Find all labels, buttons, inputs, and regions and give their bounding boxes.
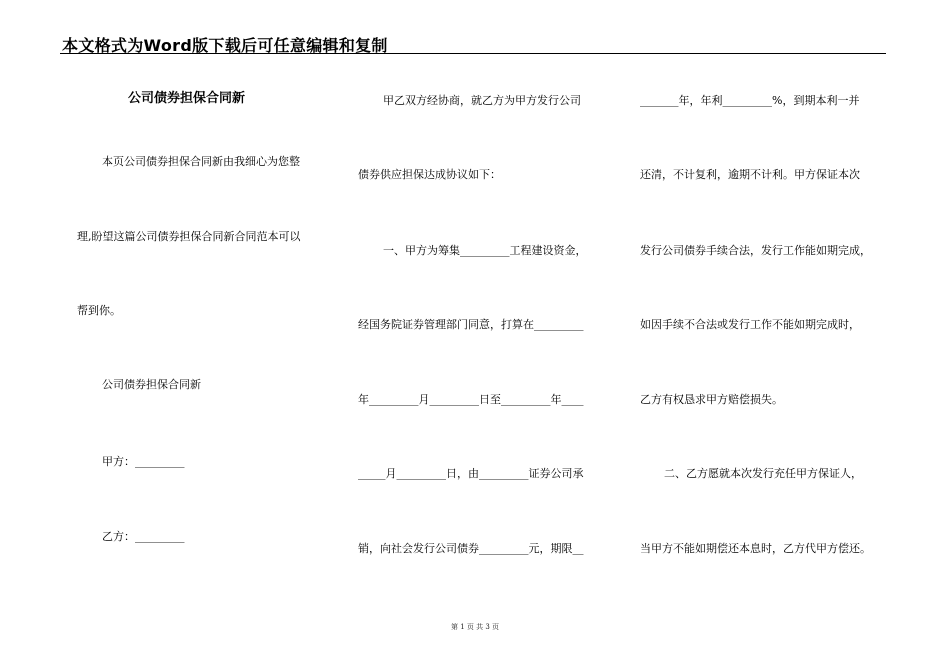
col2-line-7: 销，向社会发行公司债券_________元，期限__ [358,542,584,555]
contract-heading: 公司债券担保合同新 [102,378,201,391]
col3-line-7: 当甲方不能如期偿还本息时，乙方代甲方偿还。 [640,542,871,555]
col2-line-4: 经国务院证券管理部门同意，打算在_________ [358,318,584,331]
document-header-title: 本文格式为Word版下载后可任意编辑和复制 [62,36,388,55]
col2-line-6: _____月_________日，由_________证券公司承 [358,467,584,480]
col2-line-1: 甲乙双方经协商，就乙方为甲方发行公司 [383,94,581,107]
header-divider [60,53,886,54]
col2-line-2: 债券供应担保达成协议如下： [358,168,501,181]
party-a-field: 甲方：_________ [102,455,185,468]
document-title: 公司债券担保合同新 [128,91,246,106]
col3-line-5: 乙方有权恳求甲方赔偿损失。 [640,393,783,406]
col3-line-1: _______年，年利_________%，到期本利一并 [640,94,860,107]
col2-line-3: 一、甲方为筹集_________工程建设资金， [383,244,587,257]
intro-line-2: 理,盼望这篇公司债券担保合同新合同范本可以 [77,230,301,243]
col3-line-2: 还清，不计复利，逾期不计利。甲方保证本次 [640,168,860,181]
intro-line-3: 帮到你。 [77,304,121,317]
col3-line-6: 二、乙方愿就本次发行充任甲方保证人， [664,467,862,480]
party-b-field: 乙方：_________ [102,530,185,543]
col3-line-4: 如因手续不合法或发行工作不能如期完成时， [640,318,860,331]
col3-line-3: 发行公司债券手续合法，发行工作能如期完成， [640,244,871,257]
intro-line-1: 本页公司债券担保合同新由我细心为您整 [102,155,300,168]
page-number-footer: 第 1 页 共 3 页 [450,623,500,631]
col2-line-5: 年_________月_________日至_________年____ [358,393,584,406]
